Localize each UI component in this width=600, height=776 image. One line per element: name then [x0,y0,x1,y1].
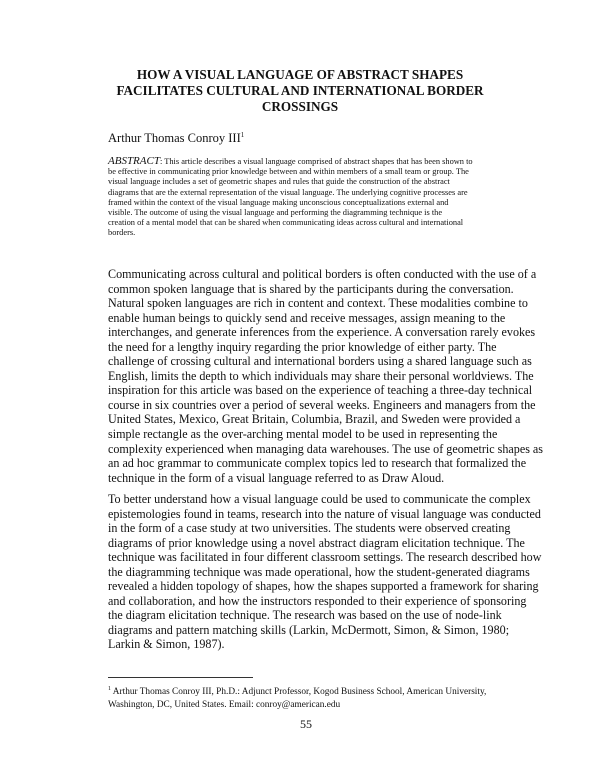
paragraph-line: Natural spoken languages are rich in content and context. These modalities combine to [108,296,528,311]
paragraph-line: complexity experienced when managing data warehouses. The use of geometric shapes as [108,441,543,456]
title-line: HOW A VISUAL LANGUAGE OF ABSTRACT SHAPES [136,67,464,82]
abstract-line: diagrams that are the external representation of the visual language. The underlying cognitive processes are [108,187,468,197]
paragraph-line: epistemologies found in teams, research into the nature of visual language was conducted [108,506,541,521]
abstract-line: be effective in communicating prior knowledge between and within members of a small team or group. The [108,167,469,177]
title-line: FACILITATES CULTURAL AND INTERNATIONAL BORDER [116,83,484,98]
paragraph-line: diagrams and pattern matching skills (Larkin, McDermott, Simon, & Simon, 1980; [108,622,510,637]
abstract-line: borders. [108,228,136,238]
paper-title [100,67,500,115]
abstract-line: creation of a mental model that can be shared when communicating ideas across cultural and international [108,218,464,228]
footnote-text: Arthur Thomas Conroy III, Ph.D.: Adjunct Professor, Kogod Business School, American University, [111,687,487,697]
author-name: Arthur Thomas Conroy III [108,131,241,145]
paragraph-line: and collaboration, and how the instructors responded to their experience of sponsoring [108,593,527,608]
paragraph-line: simple rectangle as the over-arching mental model to be used in representing the [108,427,498,442]
paragraph-line: in the form of a case study at two universities. The students were observed creating [108,521,511,536]
title-line: CROSSINGS [261,99,339,114]
paragraph-line: diagrams of prior knowledge using a novel abstract diagram elicitation technique. The [108,535,525,550]
footnote-marker: 1 [108,686,111,692]
paragraph-line: inspiration for this article was based on the experience of teaching a three-day technical [108,383,533,398]
abstract-line: visual language includes a set of geometric shapes and rules that guide the construction of the abstract [108,177,450,187]
paragraph-line: English, limits the depth to which individuals may share their personal worldviews. The [108,368,534,383]
paragraph-line: the diagram elicitation technique. The research was based on the use of node-link [108,608,502,623]
body-paragraph-2 [108,492,542,652]
abstract-line: visible. The outcome of using the visual language and performing the diagramming technique is the [108,208,443,218]
footnote-line: Washington, DC, United States. Email: conroy@american.edu [108,700,341,710]
abstract-line [108,156,520,167]
author-footnote-marker: 1 [240,131,245,139]
paragraph-line: the diagramming technique was made operational, how the student-generated diagrams [108,564,530,579]
paragraph-line: interchanges, and generate inferences from the experience. A conversation rarely evokes [108,325,536,340]
paragraph-line: an ad hoc grammar to communicate complex topics led to research that formalized the [108,456,527,471]
paragraph-line: common spoken language that is shared by the participants during the conversation. [108,281,514,296]
footnote-divider [108,677,253,678]
paragraph-line: the need for a lengthy inquiry regarding the prior knowledge of either party. The [108,339,497,354]
body-paragraph-1 [108,267,543,485]
paragraph-line: course in six countries over a period of several weeks. Engineers and managers from the [108,397,536,412]
paragraph-line: United States, Mexico, Great Britain, Columbia, Brazil, and Sweden were provided a [108,412,521,427]
abstract-line: framed within the context of the visual language making unconscious conceptualizations external and [108,197,449,207]
author-line [108,128,244,145]
paragraph-line: technique was facilitated in four different classroom settings. The research described how [108,550,542,565]
paragraph-line: challenge of crossing cultural and international borders using a shared language such as [108,354,532,369]
footnote [108,683,528,712]
paragraph-line: technique in the form of a visual language referred to as Draw Aloud. [108,470,445,485]
page-number: 55 [300,717,312,731]
paragraph-line: To better understand how a visual language could be used to communicate the complex [108,492,531,506]
footnote-line [108,683,528,699]
abstract-text: : This article describes a visual language comprised of abstract shapes that has been shown to [159,157,473,166]
paragraph-line: Communicating across cultural and political borders is often conducted with the use of a [108,267,537,281]
paragraph-line: Larkin & Simon, 1987). [108,637,225,652]
abstract-label: ABSTRACT [108,155,160,167]
paragraph-line: enable human beings to quickly send and receive messages, assign meaning to the [108,310,506,325]
paragraph-line: revealed a hidden topology of shapes, how the shapes supported a framework for sharing [108,579,539,594]
abstract [108,156,520,239]
